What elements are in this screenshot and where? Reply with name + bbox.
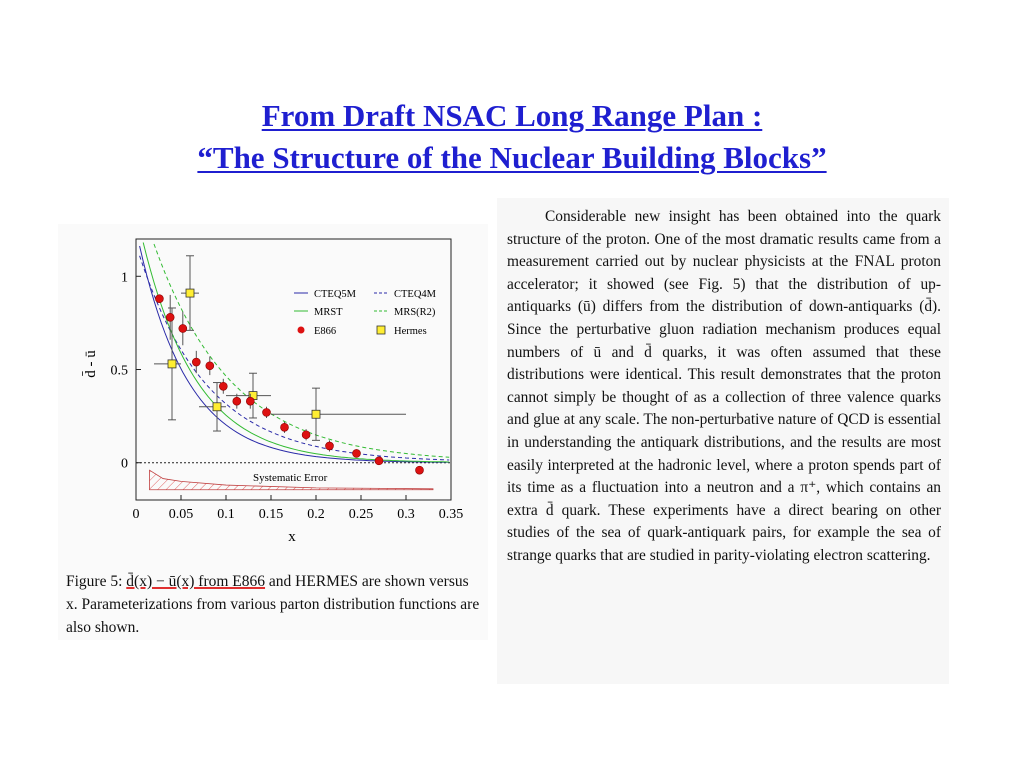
legend-swatch	[377, 326, 385, 334]
legend-label: E866	[314, 326, 337, 337]
e866-point-12	[353, 449, 361, 457]
e866-point-10	[302, 429, 310, 440]
e866-points	[155, 295, 423, 475]
legend-swatch	[298, 327, 305, 334]
pdf-curves	[140, 243, 450, 463]
legend-cteq4m	[374, 289, 437, 300]
hermes-point-1	[181, 256, 199, 331]
curve-mrst	[143, 243, 449, 463]
legend-label: MRST	[314, 307, 343, 318]
legend-cteq5m	[294, 289, 357, 300]
x-axis-label: x	[288, 529, 296, 545]
e866-marker	[302, 431, 310, 439]
hermes-point-0	[154, 308, 181, 420]
legend-label: CTEQ4M	[394, 289, 436, 300]
caption-underlined: d̄(x) − ū(x) from E866	[126, 573, 266, 590]
e866-marker	[375, 457, 383, 465]
legend-label: Hermes	[394, 326, 427, 337]
caption-rest: and HERMES are shown versus x. Parameterizations from various parton distribution functions are also shown.	[66, 573, 480, 636]
x-tick-label: 0.1	[217, 507, 235, 522]
e866-marker	[353, 449, 361, 457]
y-tick-label: 0	[121, 456, 128, 472]
e866-point-3	[192, 351, 200, 373]
x-tick-label: 0.3	[397, 507, 415, 522]
e866-marker	[281, 423, 289, 431]
figure-caption	[66, 570, 484, 639]
e866-point-9	[281, 422, 289, 433]
hermes-point-4	[271, 388, 406, 440]
curve-mrs(r2)	[154, 244, 449, 457]
x-tick-label: 0.05	[168, 507, 194, 522]
e866-marker	[155, 295, 163, 303]
e866-point-13	[375, 457, 383, 465]
dbar-ubar-plot	[58, 224, 488, 564]
e866-point-8	[263, 407, 271, 418]
x-tick-label: 0	[132, 507, 140, 522]
hermes-marker	[168, 360, 176, 368]
e866-marker	[416, 466, 424, 474]
figure-panel	[58, 224, 488, 640]
legend-mrst	[294, 307, 343, 318]
e866-marker	[166, 313, 174, 321]
curve-cteq5m	[140, 246, 450, 462]
e866-marker	[179, 324, 187, 332]
hermes-points	[154, 256, 406, 441]
legend	[294, 289, 437, 337]
title-line-2: “The Structure of the Nuclear Building Blocks”	[197, 140, 827, 175]
text-panel	[497, 198, 949, 684]
y-tick-label: 0.5	[110, 363, 128, 379]
e866-marker	[206, 362, 214, 370]
systematic-error-label: Systematic Error	[253, 472, 328, 484]
legend-mrs(r2)	[374, 307, 436, 318]
slide-title	[0, 95, 1024, 179]
e866-marker	[246, 397, 254, 405]
e866-marker	[263, 408, 271, 416]
e866-point-1	[166, 295, 174, 340]
e866-point-0	[155, 295, 163, 303]
x-tick-label: 0.2	[307, 507, 325, 522]
hermes-marker	[186, 289, 194, 297]
title-line-1: From Draft NSAC Long Range Plan :	[261, 98, 763, 133]
x-tick-label: 0.15	[258, 507, 284, 522]
x-tick-label: 0.35	[438, 507, 464, 522]
caption-prefix: Figure 5:	[66, 573, 127, 590]
x-tick-label: 0.25	[348, 507, 374, 522]
e866-marker	[233, 397, 241, 405]
legend-label: CTEQ5M	[314, 289, 356, 300]
y-tick-label: 1	[121, 270, 128, 286]
y-axis-label: d̄ - ū	[83, 350, 99, 378]
e866-marker	[219, 382, 227, 390]
e866-marker	[326, 442, 334, 450]
e866-point-14	[416, 466, 424, 474]
e866-marker	[192, 358, 200, 366]
legend-hermes	[377, 326, 427, 337]
legend-label: MRS(R2)	[394, 307, 436, 318]
legend-e866	[298, 326, 337, 337]
hermes-marker	[312, 410, 320, 418]
e866-point-5	[219, 379, 227, 394]
hermes-marker	[213, 403, 221, 411]
body-paragraph: Considerable new insight has been obtained into the quark structure of the proton. One of the most dramatic results came from a measurement carried out by nuclear physicists at the FNAL proton accelerator; it showed (see Fig. 5) that the distribution of up-antiquarks (ū) differs from the distribution of down-antiquarks (d̄). Since the perturbative gluon radiation mechanism produces equal numbers of ū and d̄ quarks, it was often assumed that these distributions were identical. This result demonstrates that the proton cannot simply be thought of as a collection of three valence quarks and glue at any scale. The non-perturbative nature of QCD is essential in understanding the antiquark distributions, and the results are most easily interpreted at the hadronic level, where a proton spends part of its time as a fluctuation into a neutron and a π⁺, which contains an extra d̄ quark. These experiments have a direct bearing on other studies of the sea of quark-antiquark pairs, for example the sea of strange quarks that are studied in parity-violating electron scattering.	[507, 208, 941, 564]
curve-cteq4m	[140, 256, 450, 460]
